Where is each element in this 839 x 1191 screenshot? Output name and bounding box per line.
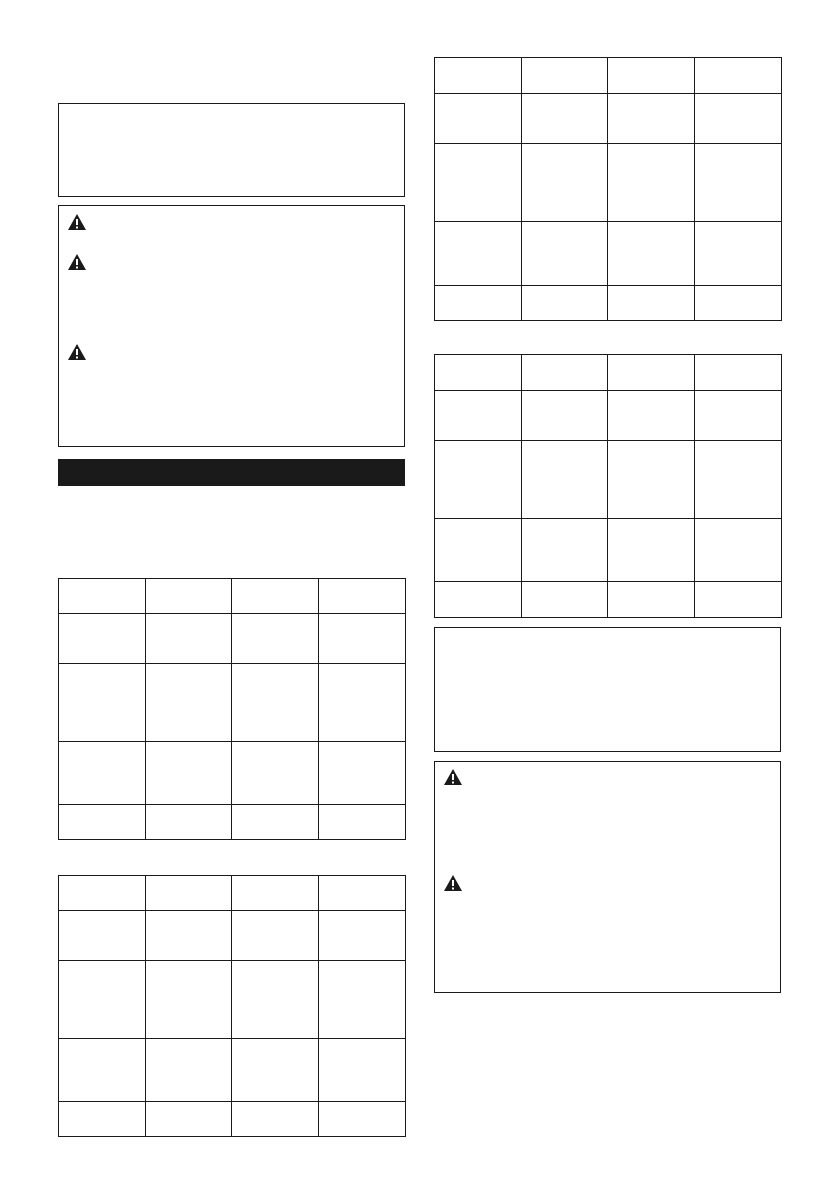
warning-box-right xyxy=(434,761,781,993)
table-cell xyxy=(522,94,608,144)
spec-table-3 xyxy=(434,57,782,321)
table-cell xyxy=(522,391,608,441)
table-cell xyxy=(435,144,522,222)
table-cell xyxy=(146,876,232,911)
table-row xyxy=(59,876,406,911)
table-row xyxy=(59,1039,406,1102)
table-cell xyxy=(435,391,522,441)
warning-triangle-icon xyxy=(443,768,463,786)
table-cell xyxy=(522,58,608,94)
table-cell xyxy=(146,664,232,742)
table-cell xyxy=(435,286,522,321)
table-cell xyxy=(608,391,695,441)
note-box-left xyxy=(58,103,405,197)
table-row xyxy=(59,664,406,742)
table-cell xyxy=(435,94,522,144)
table-cell xyxy=(232,876,319,911)
table-cell xyxy=(232,961,319,1039)
table-cell xyxy=(695,582,782,618)
table-cell xyxy=(59,579,146,614)
table-cell xyxy=(232,742,319,805)
table-cell xyxy=(146,961,232,1039)
table-cell xyxy=(522,222,608,286)
table-cell xyxy=(59,664,146,742)
table-row xyxy=(435,582,782,618)
table-row xyxy=(435,355,782,391)
table-cell xyxy=(695,519,782,582)
table-row xyxy=(435,441,782,519)
warning-triangle-icon xyxy=(67,253,87,271)
table-row xyxy=(59,579,406,614)
table-cell xyxy=(522,441,608,519)
spec-table-1 xyxy=(58,578,406,840)
table-cell xyxy=(695,144,782,222)
table-cell xyxy=(59,1102,146,1137)
table-cell xyxy=(695,222,782,286)
table-cell xyxy=(232,579,319,614)
table-cell xyxy=(608,222,695,286)
table-row xyxy=(59,911,406,961)
table-cell xyxy=(232,911,319,961)
table-cell xyxy=(59,911,146,961)
table-cell xyxy=(146,742,232,805)
table-row xyxy=(59,742,406,805)
table-row xyxy=(435,144,782,222)
table-row xyxy=(435,94,782,144)
table-cell xyxy=(59,961,146,1039)
table-cell xyxy=(522,286,608,321)
table-cell xyxy=(435,582,522,618)
table-row xyxy=(435,222,782,286)
table-cell xyxy=(146,579,232,614)
table-cell xyxy=(608,58,695,94)
table-row xyxy=(435,286,782,321)
table-cell xyxy=(232,614,319,664)
table-cell xyxy=(232,664,319,742)
table-cell xyxy=(695,441,782,519)
table-cell xyxy=(435,222,522,286)
table-cell xyxy=(435,355,522,391)
table-row xyxy=(435,58,782,94)
table-cell xyxy=(435,441,522,519)
table-cell xyxy=(59,876,146,911)
table-cell xyxy=(319,614,406,664)
table-cell xyxy=(435,519,522,582)
table-cell xyxy=(695,58,782,94)
table-cell xyxy=(59,742,146,805)
table-cell xyxy=(319,876,406,911)
table-cell xyxy=(695,391,782,441)
table-cell xyxy=(146,805,232,840)
table-cell xyxy=(319,961,406,1039)
table-cell xyxy=(319,664,406,742)
table-cell xyxy=(59,1039,146,1102)
warning-box-left xyxy=(58,205,405,447)
table-cell xyxy=(146,614,232,664)
table-cell xyxy=(695,355,782,391)
table-cell xyxy=(319,579,406,614)
table-cell xyxy=(608,582,695,618)
table-cell xyxy=(522,582,608,618)
table-cell xyxy=(232,1102,319,1137)
table-cell xyxy=(146,911,232,961)
table-cell xyxy=(232,1039,319,1102)
table-cell xyxy=(319,742,406,805)
table-cell xyxy=(232,805,319,840)
table-cell xyxy=(435,58,522,94)
table-cell xyxy=(608,441,695,519)
table-row xyxy=(59,614,406,664)
table-cell xyxy=(146,1102,232,1137)
table-cell xyxy=(319,1102,406,1137)
table-cell xyxy=(319,805,406,840)
table-cell xyxy=(608,286,695,321)
warning-triangle-icon xyxy=(67,213,87,231)
table-row xyxy=(59,1102,406,1137)
table-row xyxy=(59,961,406,1039)
table-cell xyxy=(608,519,695,582)
table-cell xyxy=(695,286,782,321)
table-cell xyxy=(522,144,608,222)
spec-table-2 xyxy=(58,875,406,1137)
table-row xyxy=(435,391,782,441)
section-heading xyxy=(58,459,405,486)
table-cell xyxy=(59,805,146,840)
table-cell xyxy=(695,94,782,144)
table-cell xyxy=(608,144,695,222)
table-row xyxy=(435,519,782,582)
note-box-right xyxy=(434,627,781,752)
table-cell xyxy=(319,1039,406,1102)
table-cell xyxy=(608,355,695,391)
table-cell xyxy=(146,1039,232,1102)
table-cell xyxy=(319,911,406,961)
spec-table-4 xyxy=(434,354,782,618)
warning-triangle-icon xyxy=(443,874,463,892)
table-cell xyxy=(608,94,695,144)
warning-triangle-icon xyxy=(67,343,87,361)
table-row xyxy=(59,805,406,840)
table-cell xyxy=(59,614,146,664)
table-cell xyxy=(522,519,608,582)
table-cell xyxy=(522,355,608,391)
